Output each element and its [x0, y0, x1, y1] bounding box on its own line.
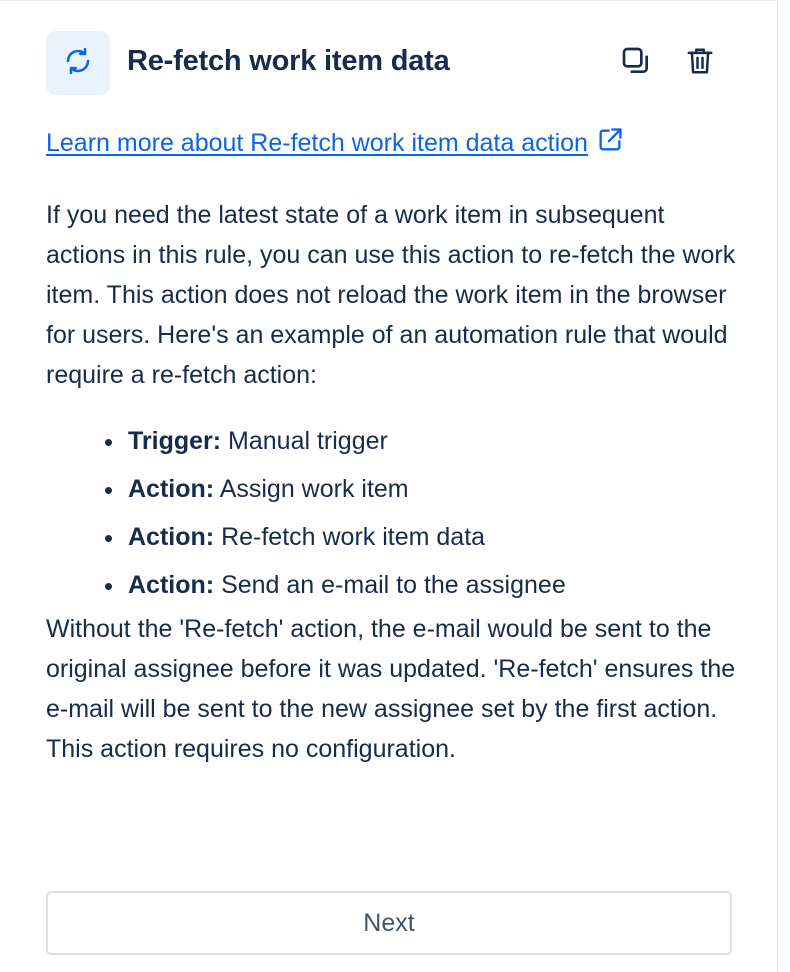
- bullet-text: Assign work item: [219, 475, 409, 503]
- duplicate-button[interactable]: [616, 43, 656, 83]
- bullet-label: Trigger:: [128, 427, 222, 455]
- bullet-text: Send an e-mail to the assignee: [221, 571, 566, 599]
- bullet-label: Action:: [128, 571, 215, 599]
- bullet-label: Action:: [128, 523, 215, 551]
- example-rule-list: [46, 417, 746, 609]
- bullet-text: Manual trigger: [228, 427, 388, 455]
- list-item: [126, 561, 746, 609]
- trash-icon: [685, 45, 715, 82]
- bullet-text: Re-fetch work item data: [221, 523, 486, 551]
- learn-more-link[interactable]: Learn more about Re-fetch work item data action: [46, 128, 588, 157]
- learn-more-row: [46, 125, 736, 161]
- adjacent-panel-edge: [778, 0, 790, 972]
- refresh-icon: [63, 46, 93, 81]
- action-icon-tile: [46, 31, 110, 95]
- action-description: [46, 195, 746, 769]
- no-config-note: This action requires no configuration.: [46, 735, 456, 763]
- list-item: [126, 513, 746, 561]
- external-link-icon[interactable]: [596, 126, 624, 154]
- copy-icon: [620, 45, 652, 82]
- list-item: [126, 465, 746, 513]
- panel-title: Re-fetch work item data: [127, 45, 450, 77]
- list-item: [126, 417, 746, 465]
- description-explanation: Without the 'Re-fetch' action, the e-mail would be sent to the original assignee before it was updated. 'Re-fetch' ensures the e-mail will be sent to the new assignee set by the first action.: [46, 615, 736, 723]
- bullet-label: Action:: [128, 475, 215, 503]
- next-button[interactable]: Next: [46, 891, 732, 955]
- panel-header: [46, 31, 726, 95]
- delete-button[interactable]: [680, 43, 720, 83]
- description-intro: If you need the latest state of a work item in subsequent actions in this rule, you can use this action to re-fetch the work item. This action does not reload the work item in the browser for users. Here's an example of an automation rule that would require a re-fetch action:: [46, 201, 736, 389]
